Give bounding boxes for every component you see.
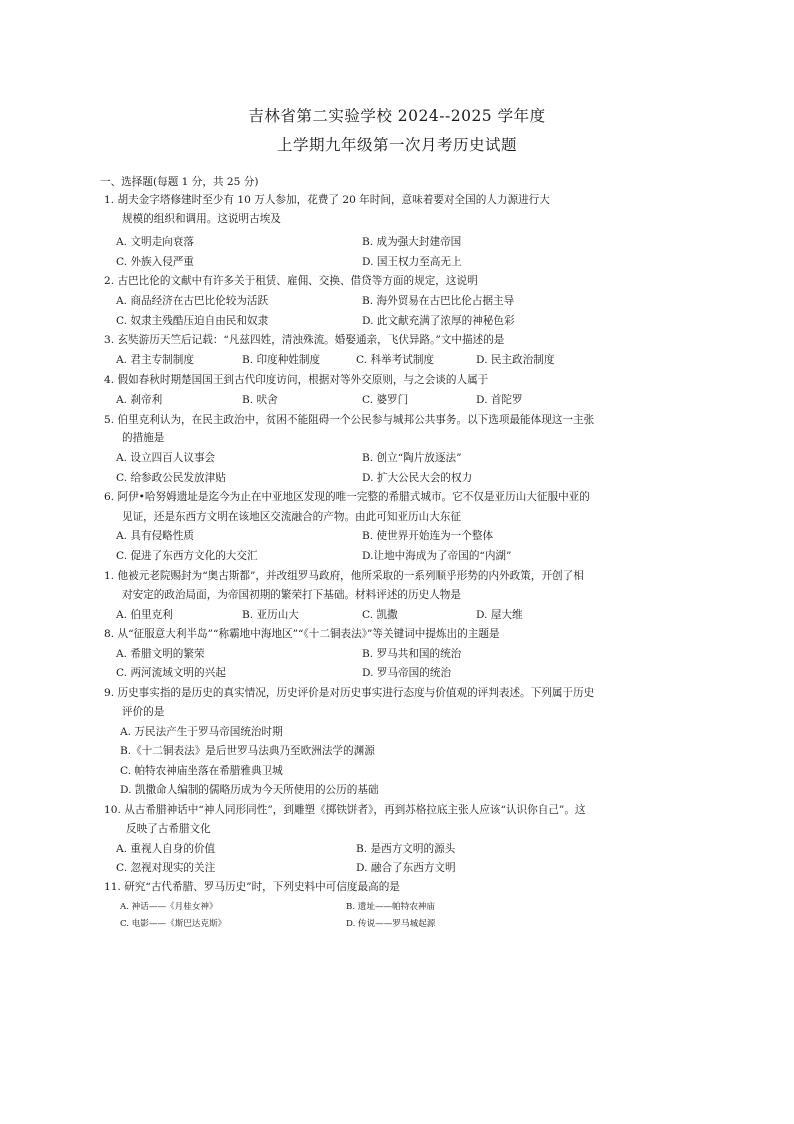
q3-option-c: C. 科举考试制度 <box>356 354 435 366</box>
q9-stem-line2: 评价的是 <box>122 706 165 718</box>
q9-option-b: B.《十二铜表法》是后世罗马法典乃至欧洲法学的渊源 <box>120 745 375 757</box>
q1-option-a: A. 文明走向衰落 <box>116 236 194 248</box>
q7-option-b: B. 亚历山大 <box>242 609 299 621</box>
q6-stem-line2: 见证，还是东西方文明在该地区交流融合的产物。由此可知亚历山大东征 <box>122 511 461 523</box>
q1-stem-line2: 规模的组织和调用。这说明古埃及 <box>122 213 281 225</box>
q5-option-b: B. 创立“陶片放逐法” <box>362 452 462 464</box>
q7-option-a: A. 伯里克利 <box>116 609 173 621</box>
q4-option-c: C. 婆罗门 <box>362 394 409 406</box>
q1-option-b: B. 成为强大封建帝国 <box>362 236 462 248</box>
q10-stem-line1: 10. 从古希腊神话中“神人同形同性”，到雕塑《掷铁饼者》，再到苏格拉底主张人应该“认识你自己”。这 <box>104 804 586 816</box>
q10-option-c: C. 忽视对现实的关注 <box>116 862 216 874</box>
q4-stem-line1: 4. 假如春秋时期楚国国王到古代印度访问，根据对等外交原则，与之会谈的人属于 <box>104 374 489 386</box>
q2-option-c: C. 奴隶主残酷压迫自由民和奴隶 <box>116 315 269 327</box>
q6-stem-line1: 6. 阿伊•哈努姆遗址是迄今为止在中亚地区发现的唯一完整的希腊式城市。它不仅是亚历山大征服中亚的 <box>104 491 590 503</box>
q3-option-b: B. 印度种姓制度 <box>242 354 321 366</box>
q4-option-d: D. 首陀罗 <box>476 394 523 406</box>
q2-option-b: B. 海外贸易在古巴比伦占据主导 <box>362 295 515 307</box>
q10-option-a: A. 重视人自身的价值 <box>116 843 216 855</box>
q1-option-c: C. 外族入侵严重 <box>116 256 195 268</box>
q10-option-d: D. 融合了东西方文明 <box>356 862 456 874</box>
q8-option-c: C. 两河流域文明的兴起 <box>116 667 226 679</box>
q5-option-d: D. 扩大公民大会的权力 <box>362 472 473 484</box>
q9-option-d: D. 凯撒命人编制的儒略历成为今天所使用的公历的基础 <box>120 784 379 796</box>
q3-option-a: A. 君主专制制度 <box>116 354 194 366</box>
q11-stem-line1: 11. 研究“古代希腊、罗马历史”时，下列史料中可信度最高的是 <box>104 881 400 893</box>
q1-stem-line1: 1. 胡夫金字塔修建时至少有 10 万人参加，花费了 20 年时间，意味着要对全国的人力源进行大 <box>104 194 550 206</box>
q3-stem-line1: 3. 玄奘游历天竺后记载：“凡兹四姓，清浊殊流。婚娶通亲，飞伏异路。”文中描述的是 <box>104 334 505 346</box>
q8-stem-line1: 8. 从“征服意大利半岛”“称霸地中海地区”“《十二铜表法》”等关键词中提炼出的主题是 <box>104 628 500 640</box>
q2-option-d: D. 此文献充满了浓厚的神秘色彩 <box>362 315 515 327</box>
q1-option-d: D. 国王权力至高无上 <box>362 256 462 268</box>
q2-option-a: A. 商品经济在古巴比伦较为活跃 <box>116 295 269 307</box>
q6-option-d: D.让地中海成为了帝国的“内湖” <box>362 550 512 562</box>
q8-option-a: A. 希腊文明的繁荣 <box>116 648 205 660</box>
q11-option-b: B. 遗址——帕特农神庙 <box>346 902 436 912</box>
q11-option-c: C. 电影——《斯巴达克斯》 <box>120 919 227 929</box>
q5-option-a: A. 设立四百人议事会 <box>116 452 216 464</box>
q9-stem-line1: 9. 历史事实指的是历史的真实情况，历史评价是对历史事实进行态度与价值观的评判表述。下列属于历史 <box>104 687 595 699</box>
q8-option-b: B. 罗马共和国的统治 <box>362 648 462 660</box>
q5-stem-line1: 5. 伯里克利认为，在民主政治中，贫困不能阻碍一个公民参与城邦公共事务。以下选项最能体现这一主张 <box>104 414 595 426</box>
q6-option-b: B. 使世界开始连为一个整体 <box>362 530 494 542</box>
section-heading: 一、选择题(每题 1 分，共 25 分) <box>100 176 259 188</box>
q7-stem-line2: 对安定的政治局面，为帝国初期的繁荣打下基础。材料评述的历史人物是 <box>122 589 461 601</box>
q6-option-a: A. 具有侵略性质 <box>116 530 194 542</box>
q5-stem-line2: 的措施是 <box>122 432 165 444</box>
q6-option-c: C. 促进了东西方文化的大交汇 <box>116 550 258 562</box>
q3-option-d: D. 民主政治制度 <box>476 354 555 366</box>
q4-option-a: A. 刹帝利 <box>116 394 163 406</box>
q11-option-a: A. 神话——《月桂女神》 <box>120 902 218 912</box>
q9-option-a: A. 万民法产生于罗马帝国统治时期 <box>120 726 283 738</box>
q10-stem-line2: 反映了古希腊文化 <box>126 823 211 835</box>
q5-option-c: C. 给参政公民发放津贴 <box>116 472 226 484</box>
q7-option-c: C. 凯撒 <box>362 609 398 621</box>
q11-option-d: D. 传说——罗马城起源 <box>346 919 436 929</box>
q7-stem-line1: 1. 他被元老院赐封为“奥古斯都”，并改组罗马政府，他所采取的一系列顺乎形势的内外政策，开创了相 <box>104 570 584 582</box>
q2-stem-line1: 2. 古巴比伦的文献中有许多关于租赁、雇佣、交换、借贷等方面的规定，这说明 <box>104 275 478 287</box>
q10-option-b: B. 是西方文明的源头 <box>356 843 456 855</box>
q4-option-b: B. 吠舍 <box>242 394 278 406</box>
q8-option-d: D. 罗马帝国的统治 <box>362 667 452 679</box>
exam-title-line1: 吉林省第二实验学校 2024--2025 学年度 <box>248 107 546 125</box>
exam-title-line2: 上学期九年级第一次月考历史试题 <box>276 136 517 154</box>
q7-option-d: D. 屋大维 <box>476 609 523 621</box>
q9-option-c: C. 帕特农神庙坐落在希腊雅典卫城 <box>120 765 283 777</box>
